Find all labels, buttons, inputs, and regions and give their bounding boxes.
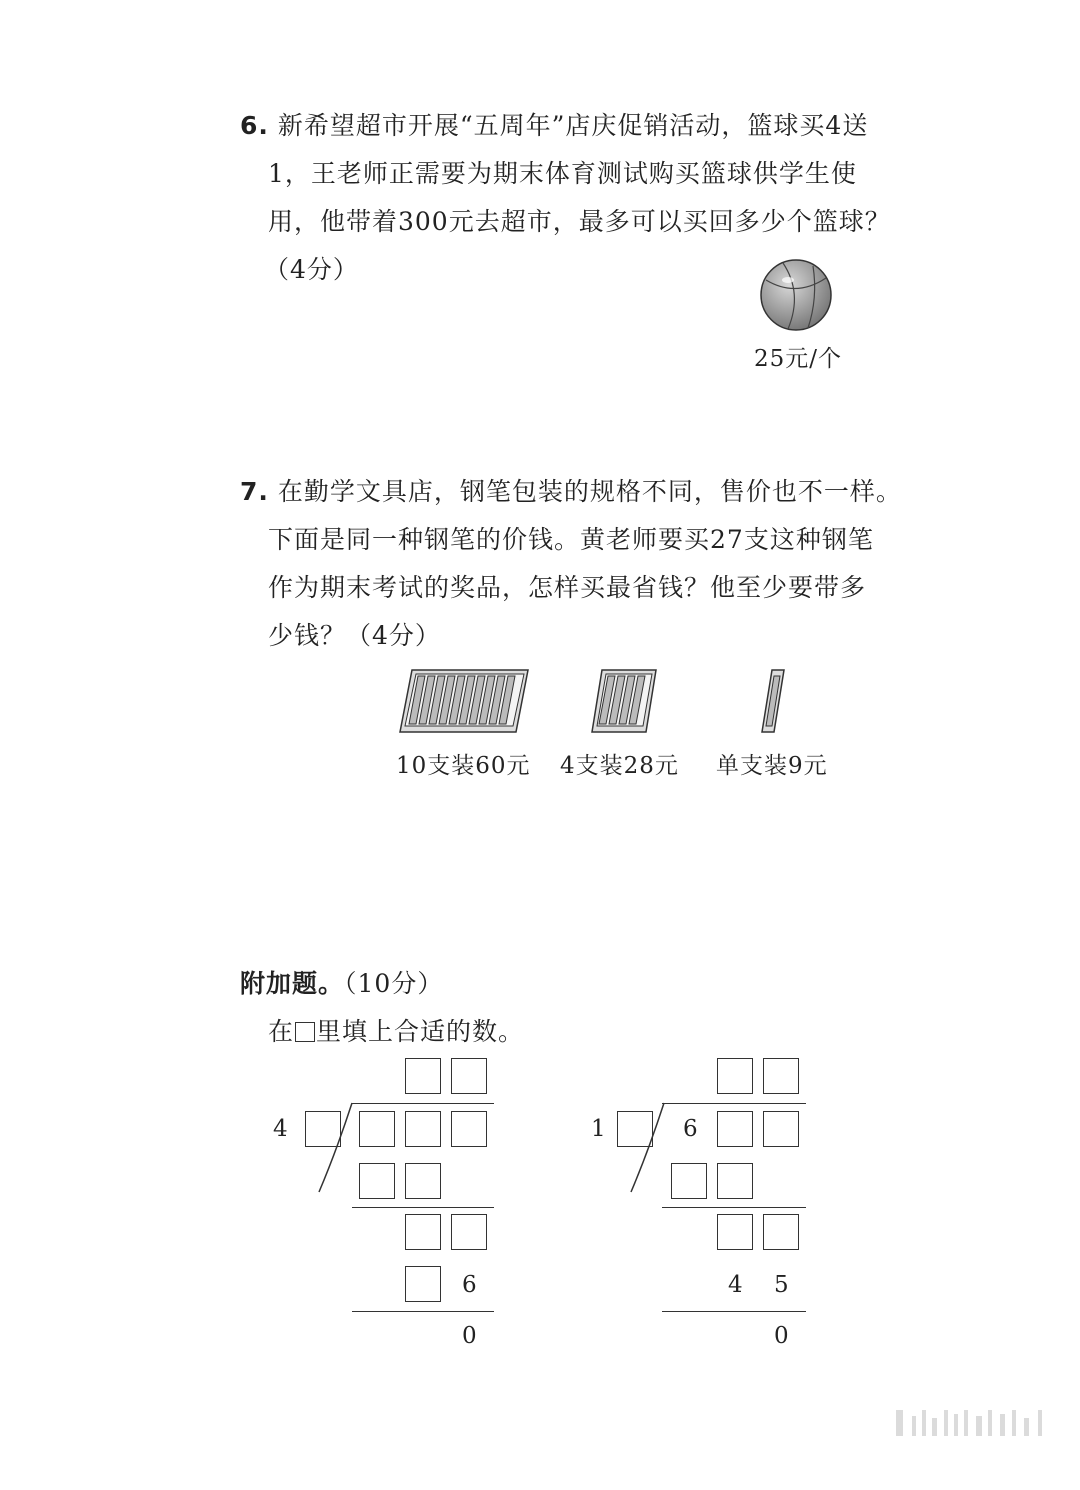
- left-division-bracket: [318, 1102, 358, 1194]
- right-divisor-digit: 1: [591, 1116, 606, 1142]
- right-product1-box-2[interactable]: [717, 1163, 753, 1199]
- bonus-instruction: [268, 1012, 524, 1048]
- right-product2-digit-1: 4: [728, 1272, 743, 1298]
- left-dividend-box-2[interactable]: [405, 1111, 441, 1147]
- left-product1-box-2[interactable]: [405, 1163, 441, 1199]
- left-remainder1-box-1[interactable]: [405, 1214, 441, 1250]
- right-product2-digit-2: 5: [774, 1272, 789, 1298]
- right-dividend-box-3[interactable]: [763, 1111, 799, 1147]
- bonus-title-line: [240, 964, 443, 1000]
- q6-line-2: 1，王老师正需要为期末体育测试购买篮球供学生使: [268, 159, 857, 188]
- pen-box-10-icon: [398, 668, 530, 734]
- instruction-post: 里填上合适的数。: [316, 1017, 525, 1046]
- pen-single-icon: [760, 668, 786, 734]
- left-dividend-box-1[interactable]: [359, 1111, 395, 1147]
- pack-10-label: 10支装60元: [396, 753, 531, 779]
- q6-number: 6.: [240, 111, 269, 140]
- basketball-price-label: 25元/个: [754, 346, 843, 372]
- left-product1-box-1[interactable]: [359, 1163, 395, 1199]
- right-line-2: [662, 1311, 806, 1312]
- left-remainder: 0: [462, 1323, 477, 1349]
- left-dividend-box-3[interactable]: [451, 1111, 487, 1147]
- right-remainder: 0: [774, 1323, 789, 1349]
- right-line-1: [662, 1207, 806, 1208]
- left-remainder1-box-2[interactable]: [451, 1214, 487, 1250]
- right-remainder1-box-2[interactable]: [763, 1214, 799, 1250]
- left-division-bar: [352, 1103, 494, 1104]
- right-dividend-box-2[interactable]: [717, 1111, 753, 1147]
- left-line-2: [352, 1311, 494, 1312]
- right-quotient-tens-box[interactable]: [717, 1058, 753, 1094]
- q7-number: 7.: [240, 477, 269, 506]
- left-quotient-tens-box[interactable]: [405, 1058, 441, 1094]
- pack-1-label: 单支装9元: [716, 753, 828, 779]
- right-remainder1-box-1[interactable]: [717, 1214, 753, 1250]
- pen-box-4-icon: [590, 668, 658, 734]
- q6-line-4: （4分）: [264, 255, 359, 284]
- q6-line-1: [240, 106, 868, 142]
- q7-line-3: 作为期末考试的奖品，怎样买最省钱？他至少要带多: [268, 573, 867, 602]
- right-division-bracket: [630, 1102, 670, 1194]
- q6-line-3: 用，他带着300元去超市，最多可以买回多少个篮球？: [268, 207, 891, 236]
- instruction-pre: 在: [268, 1017, 295, 1046]
- left-quotient-ones-box[interactable]: [451, 1058, 487, 1094]
- left-product2-digit: 6: [462, 1272, 477, 1298]
- right-product1-box-1[interactable]: [671, 1163, 707, 1199]
- bonus-title: 附加题。: [240, 969, 345, 998]
- right-division-bar: [662, 1103, 806, 1104]
- basketball-icon: [758, 258, 838, 334]
- q7-line-2: 下面是同一种钢笔的价钱。黄老师要买27支这种钢笔: [268, 525, 874, 554]
- left-line-1: [352, 1207, 494, 1208]
- bonus-score: （10分）: [344, 969, 444, 998]
- q7-text-1: 在勤学文具店，钢笔包装的规格不同，售价也不一样。: [277, 477, 902, 506]
- watermark-logo: [892, 1408, 1062, 1438]
- q6-text-1: 新希望超市开展“五周年”店庆促销活动，篮球买4送: [277, 111, 869, 140]
- left-divisor-digit: 4: [273, 1116, 288, 1142]
- right-dividend-digit: 6: [683, 1116, 698, 1142]
- q7-line-1: [240, 472, 902, 508]
- inline-box-icon: [295, 1022, 315, 1042]
- right-quotient-ones-box[interactable]: [763, 1058, 799, 1094]
- pack-4-label: 4支装28元: [560, 753, 679, 779]
- left-product2-box[interactable]: [405, 1266, 441, 1302]
- q7-line-4: 少钱？（4分）: [268, 621, 441, 650]
